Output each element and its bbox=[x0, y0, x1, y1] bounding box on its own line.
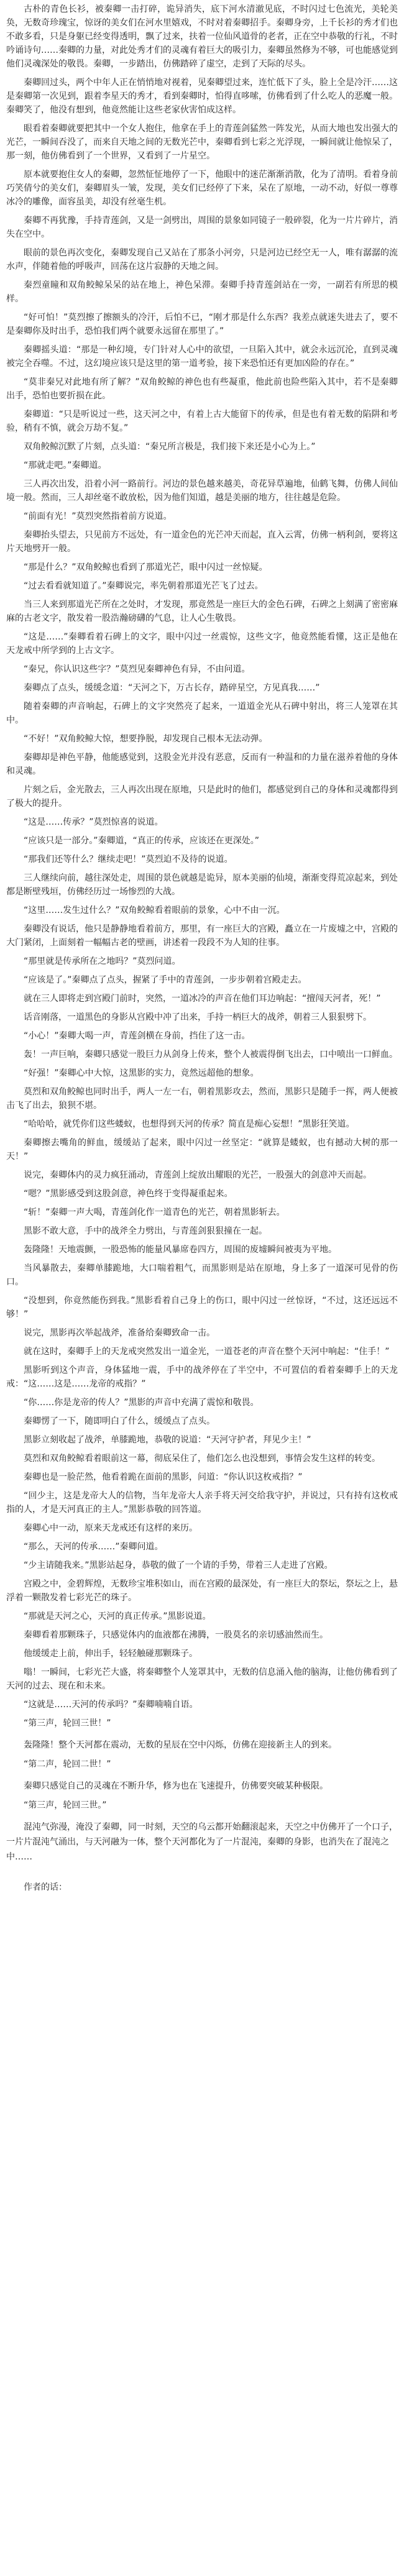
story-paragraph: “嗯？”黑影感受到这股剑意，神色终于变得凝重起来。 bbox=[24, 1189, 233, 1199]
story-paragraph: “第三声，轮回三世。” bbox=[24, 1800, 107, 1810]
story-paragraph: 轰！一声巨响，秦卿只感觉一股巨力从剑身上传来，整个人被震得倒飞出去，口中喷出一口鲜血。 bbox=[24, 1050, 398, 1060]
story-paragraph: 古朴的青色长衫，被秦卿一击打碎，诡异消失，底下河水清澈见底，不时闪过七色流光，美轮美奂，无数奇珍瑰宝，惊讶的美女们在河水里嬉戏，不时对着秦卿招手。秦卿身旁，上千长衫的秀才们也不敢多看，只是身躯已经变得透明，飘了过来，扶着一位仙风道骨的老者，正在空中恭敬的行礼，不时吟诵诗句……秦卿的力量，对此处秀才们的灵魂有着巨大的吸引力，秦卿虽然修为不够，可也能感觉到他们灵魂深处的敬畏。秦卿，一步踏出，仿佛踏碎了虚空，走到了天际的尽头。 bbox=[6, 4, 398, 69]
story-paragraph: “秦兄，你认识这些字？”莫烈见秦卿神色有异，不由问道。 bbox=[24, 664, 250, 674]
story-paragraph: “那是什么？”双角鲛鲸也看到了那道光芒，眼中闪过一丝惊疑。 bbox=[24, 562, 268, 572]
story-paragraph: “不好！”双角鲛鲸大惊，想要挣脱，却发现自己根本无法动弹。 bbox=[24, 734, 268, 744]
story-paragraph: 眼看着秦卿就要把其中一个女人抱住，他拿在手上的青莲剑猛然一阵发光，从而大地也发出强大的光芒，一瞬间吞没了，而来自天地之间的无数光芒中，秦卿看到七彩之光浮现，一瞬间就让他惊呆了，那一刻，他仿佛看到了一个世界，又看到了一片星空。 bbox=[6, 124, 398, 161]
story-paragraph: “前面有光！”莫烈突然指着前方说道。 bbox=[24, 511, 172, 521]
story-paragraph: “这里……发生过什么？”双角鲛鲸看着眼前的景象，心中不由一沉。 bbox=[24, 905, 285, 915]
story-paragraph: “应该是了。”秦卿点了点头，握紧了手中的青莲剑，一步步朝着宫殿走去。 bbox=[24, 975, 307, 985]
story-paragraph: 秦卿点了点头，缓缓念道：“天河之下，万古长存，踏碎星空，方见真我……” bbox=[24, 683, 320, 693]
story-paragraph: 秦烈童瞳和双角鲛鲸呆呆的站在地上，神色呆滞。秦卿手持青莲剑站在一旁，一副若有所思的模样。 bbox=[6, 280, 398, 304]
story-paragraph: 秦卿擦去嘴角的鲜血，缓缓站了起来，眼中闪过一丝坚定：“就算是蝼蚁，也有撼动大树的那一天！” bbox=[6, 1138, 398, 1162]
story-paragraph: 秦卿不再犹豫，手持青莲剑，又是一剑劈出，周围的景象如同镜子一般碎裂，化为一片片碎片，消失在空中。 bbox=[6, 216, 398, 239]
story-paragraph: 秦卿道：“只是听说过一些，这天河之中，有着上古大能留下的传承，但是也有着无数的陷阱和考验，稍有不慎，就会万劫不复。” bbox=[6, 410, 398, 433]
story-paragraph: “这是……”秦卿看着石碑上的文字，眼中闪过一丝震惊，这些文字，他竟然能看懂，这正是他在天龙戒中所学到的上古文字。 bbox=[6, 632, 398, 656]
story-paragraph: “好可怕！”莫烈擦了擦额头的冷汗，后怕不已，“刚才那是什么东西？我差点就迷失进去了，要不是秦卿你及时出手，恐怕我们两个就要永远留在那里了。” bbox=[6, 313, 398, 336]
story-paragraph: 黑影立刻收起了战斧，单膝跪地，恭敬的说道：“天河守护者，拜见少主！” bbox=[24, 1435, 311, 1445]
chant-line-third-rebirth-final: 混沌气弥漫，淹没了秦卿，同一时刻，天空的乌云都开始翻滚起来，天空之中仿佛开了一个口子，一片片混沌气涌出，与天河融为一体，整个天河都化为了一片混沌，秦卿的身影，也消失在了混沌之中…… bbox=[6, 1822, 398, 1862]
story-paragraph: “你……你是龙帝的传人？”黑影的声音中充满了震惊和敬畏。 bbox=[24, 1398, 259, 1408]
story-paragraph: 话音刚落，一道黑色的身影从宫殿中冲了出来，手持一柄巨大的战斧，朝着三人狠狠劈下。 bbox=[24, 1012, 372, 1022]
story-paragraph: “斩！”秦卿一声大喝，青莲剑化作一道青色的光芒，朝着黑影斩去。 bbox=[24, 1208, 285, 1217]
story-paragraph: 三人继续向前，越往深处走，周围的景色就越是诡异，原本美丽的仙境，渐渐变得荒凉起来，到处都是断壁残垣，仿佛经历过一场惨烈的大战。 bbox=[6, 873, 398, 897]
story-paragraph: 秦卿愣了一下，随即明白了什么，缓缓点了点头。 bbox=[24, 1416, 215, 1426]
story-paragraph: “好强！”秦卿心中大惊，这黑影的实力，竟然远超他的想象。 bbox=[24, 1068, 259, 1078]
story-paragraph: 莫烈和双角鲛鲸看着眼前这一幕，彻底呆住了，他们怎么也没想到，事情会发生这样的转变。 bbox=[24, 1454, 380, 1464]
story-paragraph: “那里就是传承所在之地吗？”莫烈问道。 bbox=[24, 956, 181, 966]
story-paragraph: 轰隆隆！天地震颤，一股恐怖的能量风暴席卷四方，周围的废墟瞬间被夷为平地。 bbox=[24, 1245, 337, 1255]
story-paragraph: 秦卿心中一动，原来天龙戒还有这样的来历。 bbox=[24, 1523, 198, 1533]
story-paragraph: 随着秦卿的声音响起，石碑上的文字突然亮了起来，一道道金光从石碑中射出，将三人笼罩在其中。 bbox=[6, 702, 398, 725]
story-paragraph: 眼前的景色再次变化，秦卿发现自己又站在了那条小河旁，只是河边已经空无一人，唯有潺潺的流水声，伴随着他的呼吸声，回荡在这片寂静的天地之间。 bbox=[6, 248, 398, 272]
story-paragraph: 秦卿回过头，两个中年人正在悄悄地对视着，见秦卿望过来，连忙低下了头，脸上全是冷汗……这是秦卿第一次见到，跟着李星天的秀才，看到秦卿时，怕得直哆嗦，仿佛看到了什么吃人的恶魔一般。秦卿笑了，他没有想到，他竟然能让这些老家伙害怕成这样。 bbox=[6, 78, 398, 115]
story-paragraph: “莫非秦兄对此地有所了解？”双角鲛鲸的神色也有些凝重，他此前也险些陷入其中，若不是秦卿出手，恐怕也要折损在此。 bbox=[6, 377, 398, 401]
story-paragraph: “那就走吧。”秦卿道。 bbox=[24, 461, 107, 470]
story-paragraph: “少主请随我来。”黑影站起身，恭敬的做了一个请的手势，带着三人走进了宫殿。 bbox=[24, 1561, 333, 1570]
story-paragraph: 说完，黑影再次举起战斧，准备给秦卿致命一击。 bbox=[24, 1328, 215, 1338]
story-paragraph: “那就是天河之心，天河的真正传承。”黑影说道。 bbox=[24, 1611, 211, 1621]
story-paragraph: “那么，天河的传承……”秦卿问道。 bbox=[24, 1542, 163, 1552]
story-paragraph: “应该只是一部分。”秦卿道，“真正的传承，应该还在更深处。” bbox=[24, 836, 260, 846]
story-paragraph: “回少主，这是龙帝大人的信物，当年龙帝大人亲手将天河交给我守护，并说过，只有持有这枚戒指的人，才是天河真正的主人。”黑影恭敬的回答道。 bbox=[6, 1491, 398, 1515]
story-paragraph: 就在三人即将走到宫殿门前时，突然，一道冰冷的声音在他们耳边响起：“擅闯天河者，死！” bbox=[24, 994, 381, 1004]
story-paragraph: “哈哈哈，就凭你们这些蝼蚁，也想得到天河的传承？简直是痴心妄想！”黑影狂笑道。 bbox=[24, 1119, 355, 1129]
story-paragraph: “过去看看就知道了。”秦卿说完，率先朝着那道光芒飞了过去。 bbox=[24, 581, 264, 591]
story-paragraph: 宫殿之中，金碧辉煌，无数珍宝堆积如山，而在宫殿的最深处，有一座巨大的祭坛，祭坛之上，悬浮着一颗散发着七彩光芒的珠子。 bbox=[6, 1579, 398, 1603]
author-note-label: 作者的话： bbox=[24, 1882, 67, 1892]
story-paragraph: 双角鲛鲸沉默了片刻，点头道：“秦兄所言极是，我们接下来还是小心为上。” bbox=[24, 442, 316, 452]
story-paragraph: 秦卿没有说话，他只是静静地看着前方，那里，有一座巨大的宫殿，矗立在一片废墟之中，宫殿的大门紧闭，上面刻着一幅幅古老的壁画，讲述着一段段不为人知的往事。 bbox=[6, 924, 398, 948]
story-paragraph: 他缓缓走上前，伸出手，轻轻触碰那颗珠子。 bbox=[24, 1649, 198, 1659]
chant-line-second-rebirth: 秦卿只感觉自己的灵魂在不断升华，修为也在飞速提升，仿佛要突破某种极限。 bbox=[24, 1781, 328, 1791]
chant-line-third-rebirth: 轰隆隆！整个天河都在震动，无数的星辰在空中闪烁，仿佛在迎接新主人的到来。 bbox=[24, 1740, 337, 1750]
story-paragraph: 片刻之后，金光散去，三人再次出现在原地，只是此时的他们，都感觉到自己的身体和灵魂都得到了极大的提升。 bbox=[6, 785, 398, 809]
story-paragraph: 嗡！一瞬间，七彩光芒大盛，将秦卿整个人笼罩其中，无数的信息涌入他的脑海，让他仿佛看到了天河的过去、现在和未来。 bbox=[6, 1667, 398, 1691]
story-paragraph: 原本就要抱住女人的秦卿，忽然怔怔地停了一下，他眼中的迷茫渐渐消散，化为了清明。看着身前巧笑倩兮的美女们，秦卿眉头一皱，发现，美女们已经停了下来，呆在了原地，一动不动，好似一尊尊冰冷的雕像，面容虽美，却没有丝毫生机。 bbox=[6, 170, 398, 207]
story-paragraph: 秦卿抬头望去，只见前方不远处，有一道金色的光芒冲天而起，直入云霄，仿佛一柄利剑，要将这片天地劈开一般。 bbox=[6, 530, 398, 554]
story-paragraph: 莫烈和双角鲛鲸也同时出手，两人一左一右，朝着黑影攻去，然而，黑影只是随手一挥，两人便被击飞了出去，狼狈不堪。 bbox=[6, 1087, 398, 1111]
story-paragraph: 秦卿却是神色平静，他能感觉到，这股金光并没有恶意，反而有一种温和的力量在滋养着他的身体和灵魂。 bbox=[6, 753, 398, 776]
story-paragraph: 秦卿看着那颗珠子，只感觉体内的血液都在沸腾，一股莫名的亲切感油然而生。 bbox=[24, 1630, 328, 1640]
story-paragraph: 黑影听到这个声音，身体猛地一震，手中的战斧停在了半空中，不可置信的看着秦卿手上的天龙戒：“这……这是……龙帝的戒指？” bbox=[6, 1365, 398, 1389]
story-paragraph: “这是……传承？”莫烈惊喜的说道。 bbox=[24, 817, 163, 827]
story-paragraph: “那我们还等什么？继续走吧！”莫烈迫不及待的说道。 bbox=[24, 855, 233, 864]
story-paragraph: 当风暴散去，秦卿单膝跪地，大口喘着粗气，而黑影则是站在原地，身上多了一道深可见骨的伤口。 bbox=[6, 1263, 398, 1287]
story-paragraph: 三人再次出发，沿着小河一路前行。河边的景色越来越美，奇花异草遍地，仙鹤飞舞，仿佛人间仙境一般。然而，三人却丝毫不敢放松，因为他们知道，越是美丽的地方，往往越是危险。 bbox=[6, 479, 398, 503]
story-paragraph: “这就是……天河的传承吗？”秦卿喃喃自语。 bbox=[24, 1700, 198, 1710]
story-paragraph: “第三声，轮回三世！” bbox=[24, 1718, 111, 1728]
story-paragraph: 秦卿摇头道：“那是一种幻境，专门针对人心中的欲望，一旦陷入其中，就会永远沉沦，直到灵魂被完全吞噬。不过，这幻境应该只是这里的第一道考验，接下来恐怕还有更加凶险的存在。” bbox=[6, 345, 398, 369]
story-paragraph: 当三人来到那道光芒所在之处时，才发现，那竟然是一座巨大的金色石碑，石碑之上刻满了密密麻麻的古老文字，散发着一股浩瀚磅礴的气息，让人心生敬畏。 bbox=[6, 600, 398, 623]
story-paragraph: 说完，秦卿体内的灵力疯狂涌动，青莲剑上绽放出耀眼的光芒，一股强大的剑意冲天而起。 bbox=[24, 1170, 372, 1180]
story-paragraph: 秦卿也是一脸茫然，他看着跪在面前的黑影，问道：“你认识这枚戒指？” bbox=[24, 1472, 303, 1482]
story-paragraph: “小心！”秦卿大喝一声，青莲剑横在身前，挡住了这一击。 bbox=[24, 1031, 250, 1041]
story-paragraph: 就在这时，秦卿手上的天龙戒突然发出一道金光，一道苍老的声音在整个天河中响起：“住手！” bbox=[24, 1347, 390, 1357]
story-paragraph: 黑影不敢大意，手中的战斧全力劈出，与青莲剑狠狠撞在一起。 bbox=[24, 1226, 267, 1236]
story-paragraph: “第二声，轮回二世！” bbox=[24, 1759, 111, 1769]
story-paragraph: “没想到，你竟然能伤到我。”黑影看着自己身上的伤口，眼中闪过一丝惊讶，“不过，这还远远不够！” bbox=[6, 1296, 398, 1319]
